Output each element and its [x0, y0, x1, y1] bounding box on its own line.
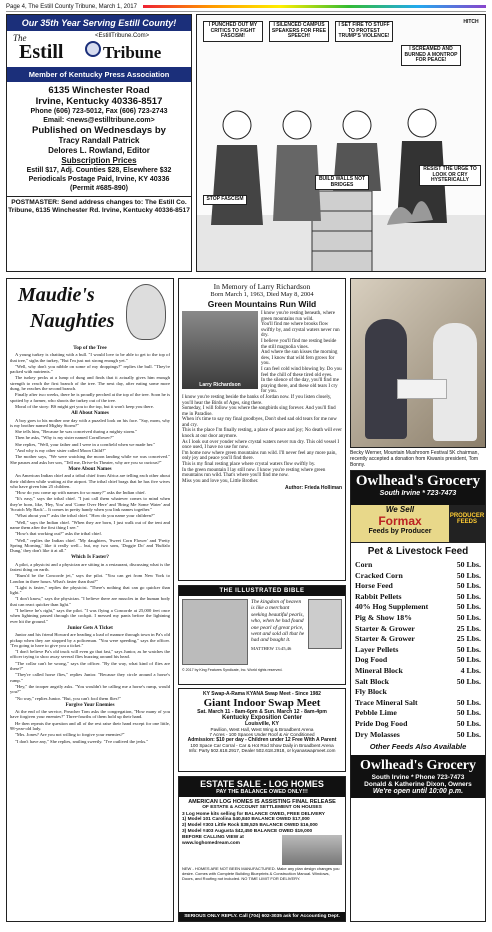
feed-name: Pig & Show 18% — [355, 612, 412, 622]
joke-paragraph: "I don't believe Pa's old truck will even go that fast," says Junior, as he watches the officer trying to shoo away several flies buzzing around his head. — [10, 649, 170, 660]
maudie-body — [10, 346, 170, 744]
masthead-city: Irvine, Kentucky 40336-8517 — [35, 96, 163, 107]
owl-feeds-by-producer: Feeds by Producer — [368, 528, 432, 535]
owl-address: South Irvine * 723-7473 — [379, 490, 457, 497]
memorial-title: In Memory of Larry Richardson — [213, 282, 311, 291]
bible-illustration-2 — [308, 599, 342, 649]
joke-paragraph: Then he asks, "Why is my sister named Cornflower?" — [15, 435, 114, 441]
memorial-box — [178, 278, 346, 581]
feed-item — [355, 645, 481, 656]
cartoon-sign-7: BUILD WALLS NOT BRIDGES — [315, 175, 369, 190]
poem-stanza: I believe you'll find me resting beside the still magnolia vines. — [261, 338, 337, 350]
maudies-naughties-column — [6, 278, 174, 922]
feed-name: Corn — [355, 560, 373, 569]
masthead-banner: Our 35th Year Serving Estill County! — [7, 15, 191, 31]
joke-paragraph: "No way," replies Junior. "But, you can't fool them flies!" — [15, 695, 121, 701]
feed-name: Starter & Grower — [355, 623, 415, 633]
owl-footer-phone: South Irvine * Phone 723-7473 — [371, 774, 465, 782]
poem-stanza: Miss you and love you, Little Brother. — [182, 478, 259, 484]
joke-paragraph: At the end of the service, Preacher Tom asks the congregation, "How many of you have forgiven your enemies?" Three-fourths of them hold up their hand. — [10, 709, 170, 720]
owl-other-feeds: Other Feeds Also Available — [369, 742, 467, 752]
bible-illustration — [182, 599, 248, 665]
joke-paragraph: "I don't know," says the physician. "I believe there are muscles in the human body that can react quicker than light." — [10, 596, 170, 607]
owl-name: Owlhead's Grocery — [355, 473, 481, 489]
feed-item — [355, 666, 481, 677]
logo-estill: Estill — [19, 41, 64, 63]
feed-name: Horse Feed — [355, 581, 393, 591]
cartoon-sign-4: I SCREAMED AND BURNED A MONTROP FOR PEACE! — [401, 45, 461, 66]
feed-name: Dog Food — [355, 655, 388, 665]
swap-city: Louisville, KY — [244, 721, 279, 727]
swap-venue: Kentucky Exposition Center — [221, 715, 302, 721]
joke-paragraph: A pilot, a physicist and a physician are sitting in a restaurant, discussing what is the fastest thing on earth. — [10, 561, 170, 572]
memorial-dates: Born March 1, 1963, Died May 8, 2004 — [210, 291, 314, 298]
feed-size: 50 Lbs. — [456, 612, 481, 622]
poem-stanza: As I look out over yonder where crystal waters never run dry. This old vessel I once used, I have no use for now. — [182, 439, 340, 451]
estate-title: ESTATE SALE - LOG HOMES — [200, 779, 324, 789]
joke-paragraph: An American Indian chief and a tribal chief from Africa are telling each other about their children while waiting at the airport. The tribal chief brags that he has five wives who have given him 25 children. — [10, 473, 170, 489]
feed-name: Trace Mineral Salt — [355, 697, 418, 707]
bible-quote-box — [251, 599, 305, 665]
feed-item — [355, 613, 481, 624]
masthead-publisher1: Tracy Randall Patrick — [58, 136, 140, 145]
feed-name: Mineral Block — [355, 665, 403, 675]
feed-size: 50 Lbs. — [456, 729, 481, 739]
feed-item — [355, 730, 481, 741]
page-header-text: Page 4, The Estill County Tribune, March 1, 2017 — [6, 3, 137, 10]
feed-item — [355, 571, 481, 582]
feed-name: Dry Molasses — [355, 729, 400, 739]
joke-paragraph: "Well," says the Indian chief. "When they are born, I just walk out of the tent and name them after the first thing I see." — [10, 519, 170, 530]
estate-lot: 2) Model #303 Little Rock $38,525 BALANCE OWED $16,000 — [182, 823, 318, 828]
swap-meet-ad — [178, 688, 346, 772]
feed-name: 40% Hog Supplement — [355, 602, 429, 612]
poem-author: Author: Frieda Holliman — [285, 485, 342, 492]
masthead-address: 6135 Winchester Road — [48, 85, 150, 96]
poem-stanza: When it's time to say my final goodbyes, Don't shed sad old tears for me now and cry. — [182, 417, 337, 428]
feed-item — [355, 581, 481, 592]
poem-stanza: In the green mountain I lay still now. I know you're resting where green mountains run wild. That's where you'll find me now. — [182, 467, 326, 479]
poem-stanza: You'll find me where brooks flow swiftly by, and crystal waters never run dry. — [261, 322, 340, 339]
joke-paragraph: "Light is faster," replies the physicist. "There's nothing that can go quicker than light." — [10, 584, 170, 596]
masthead-info — [7, 82, 191, 215]
joke-paragraph: Junior and his friend Howard are heading a load of manure through town in Pa's old pickup when they are stopped by a policeman. "You were speeding," says the officer. "I'm going to have to give you a ticket." — [10, 632, 170, 648]
joke-heading: More About Names — [68, 465, 112, 472]
swap-tagline: KY Swap-A-Rama KYANA Swap Meet - Since 1982 — [203, 691, 321, 697]
cartoon-sign-1: I PUNCHED OUT MY CRITICS TO FIGHT FASCISM! — [203, 21, 263, 42]
subscription-heading: Subscription Prices — [61, 156, 137, 165]
feed-name: Pride Dog Food — [355, 718, 408, 728]
feed-item — [355, 655, 481, 666]
estate-line3: 3 Log Home kits selling for BALANCE OWED, FREE DELIVERY — [182, 812, 325, 817]
joke-heading: Forgive Your Enemies — [65, 701, 115, 708]
subscription-prices: Estill $17, Adj. Counties $28, Elsewhere $32 — [26, 167, 172, 174]
owl-heading: Pet & Livestock Feed — [367, 546, 469, 557]
masthead-phone: Phone (606) 723-5012, Fax (606) 723-2743 — [30, 108, 168, 115]
joke-paragraph: Moral of the story: BS might get you to the top, but it won't keep you there. — [15, 403, 154, 409]
feed-size: 50 Lbs. — [456, 602, 481, 612]
joke-paragraph: "The collar can't be wrong," says the officer. "By the way, what kind of flies are these?" — [10, 660, 170, 672]
estate-header — [179, 777, 345, 797]
swap-info: Info: Party 502.618.2917, Dealer 502.618.2918, or kyanaswapmeet.com — [188, 748, 336, 753]
joke-paragraph: "I believe he's right," says the pilot. "I was flying a Concorde at 25,000 feet once when lightning passed through the cockpit. I messed my pants before the lightning ever hit the ground." — [10, 608, 170, 624]
maudie-title — [10, 282, 170, 344]
illustrated-bible — [178, 585, 346, 685]
owl-footer-owners: Donald & Katherine Dixon, Owners — [364, 781, 472, 789]
swap-space: 100 Space Car Corral - Car & Hot Rod Show Daily in Broadbent Arena — [190, 743, 334, 748]
joke-paragraph: "Well, why don't you nibble on some of my droppings?" replies the bull. "They're packed with nutrients." — [10, 363, 170, 375]
estate-footer: SERIOUS ONLY REPLY. Call (704) 602-3035 ask for Accounting Dept. — [179, 912, 345, 921]
feed-name: Starter & Grower — [355, 634, 415, 644]
feed-name: Pebble Lime — [355, 708, 397, 718]
masthead-published: Published on Wednesdays by — [32, 125, 166, 136]
estate-line1: AMERICAN LOG HOMES IS ASSISTING FINAL RELEASE — [188, 799, 336, 805]
joke-paragraph: "They're called horse flies," replies Junior. "Because they circle around a horse's rump." — [10, 672, 170, 683]
feed-item — [355, 560, 481, 571]
joke-paragraph: "How do you come up with names for so many?" asks the Indian chief. — [15, 490, 146, 496]
logo-url[interactable]: <EstillTribune.Com> — [95, 33, 150, 39]
owl-we-sell: We Sell — [385, 505, 415, 514]
poem-stanza: This is my final resting place where crystal waters flow swiftly by. — [182, 462, 316, 468]
feed-item — [355, 708, 481, 719]
feed-size: 50 Lbs. — [456, 560, 481, 569]
feed-size: 50 Lbs. — [456, 570, 481, 580]
owl-footer-name: Owlhead's Grocery — [359, 758, 476, 774]
memorial-photo — [182, 311, 258, 389]
feed-item — [355, 687, 481, 698]
joke-paragraph: "What about you?" asks the tribal chief. "How do you name your children?" — [15, 513, 155, 519]
estate-subtitle: PAY THE BALANCE OWED ONLY!!! — [216, 789, 308, 795]
poem-title: Green Mountains Run Wild — [207, 299, 317, 309]
joke-paragraph: "Runs'd be the Concorde jet," says the pilot. "You can get from New York to London in three hours. What's faster than that?" — [10, 573, 170, 584]
owl-formax-logo: Formax — [378, 514, 422, 528]
estate-lot: 1) Model 101 Carolina $40,840 BALANCE OWED $17,000 — [182, 817, 310, 822]
bible-body — [179, 596, 345, 668]
feed-size: 25 Lbs. — [456, 634, 481, 644]
swap-details: Pavilion, West Hall, West Wing & Broadbent Arena — [210, 727, 314, 732]
poem-stanza: In the silence of the day, you'll find me praying there, and these old tears I cry for you. — [261, 378, 339, 395]
feed-size: 50 Lbs. — [456, 718, 481, 728]
feed-size: 50 Lbs. — [456, 697, 481, 707]
swap-dates: Sat. March 11 - 8am-6pm & Sun. March 12 - 8am-4pm — [197, 709, 327, 715]
poem-stanza: And where the sun kisses the morning dew, I know that wild fern grows for you. — [261, 350, 338, 367]
feed-size: 50 Lbs. — [456, 676, 481, 686]
joke-heading: Which Is Faster? — [70, 554, 110, 561]
cartoon-sign-3: I SET FIRE TO STUFF TO PROTEST TRUMP'S VIOLENCE! — [335, 21, 393, 42]
estate-lots — [182, 817, 342, 835]
cartoon-sign-5: RESIST THE URGE TO LOOK OR CRY HYSTERICALLY — [419, 165, 481, 186]
feed-item — [355, 602, 481, 613]
masthead-email[interactable]: Email: <news@estilltribune.com> — [43, 117, 155, 124]
logo-the: The — [13, 33, 27, 43]
poem-stanza: I know you're resting beside the banks of Jordan now. If you listen closely, you'll hear the Birds of Ages, sing there. — [182, 394, 332, 406]
swap-title: Giant Indoor Swap Meet — [203, 697, 321, 709]
feed-item — [355, 719, 481, 730]
feed-item — [355, 634, 481, 645]
feed-name: Layer Pellets — [355, 644, 399, 654]
estate-lots-row — [179, 817, 345, 835]
donation-photo — [350, 278, 486, 448]
feed-name: Fly Block — [355, 687, 387, 697]
feed-size: 50 Lbs. — [456, 591, 481, 601]
maudie-title-line2: Naughties — [30, 310, 115, 332]
feed-size: 50 Lbs. — [456, 708, 481, 718]
joke-paragraph: The turkey pecks at a lump of dung and finds that it actually gives him enough strength to reach the first branch of the tree. The next day, after eating some more dung, he reaches the second branch. — [10, 375, 170, 392]
joke-paragraph: "And why is my other sister called Moon Child?" — [15, 448, 107, 454]
joke-paragraph: She replies, "Well, your father and I were in a cornfield when we made her." — [15, 441, 156, 447]
owl-feed-list — [351, 560, 485, 740]
joke-paragraph: The mother says, "We were watching the moon landing while we was conceived." She pauses and asks her son, "Tell me, Drive-In Theater, why are you so curious?" — [10, 454, 170, 465]
postmaster-note: POSTMASTER: Send address changes to: The Estill Co. Tribune, 6135 Winchester Rd. Irvine, Kentucky 40336-8517 — [7, 196, 191, 215]
joke-paragraph: A young turkey is chatting with a bull. "I would love to be able to get to the top of that tree," sighs the turkey, "But I'm just not strong enough yet." — [10, 352, 170, 363]
bible-quote: The kingdom of heaven is like a merchant seeking beautiful pearls, who, when he had found one pearl of great price, went and sold all that he had and bought it. — [251, 599, 305, 644]
page-header — [6, 2, 486, 12]
editorial-cartoon — [196, 14, 486, 272]
periodicals-postage: Periodicals Postage Paid, Irvine, KY 40336 — [28, 176, 170, 183]
feed-size: 50 Lbs. — [456, 581, 481, 591]
estate-sale-ad — [178, 776, 346, 922]
joke-paragraph: "Hey," the trooper angrily asks. "You wouldn't be calling me a horse's rump, would you?" — [10, 683, 170, 695]
owlheads-grocery-ad — [350, 470, 486, 922]
owl-footer — [351, 755, 485, 798]
joke-paragraph: "It's easy," says the tribal chief. "I just call them whatever comes to mind when they're born, like, 'Hey, You' and 'Come Over Here' and 'Bring Me Some Water' and 'Scratch My Back'... It comes in pretty handy when you link names together." — [10, 496, 170, 513]
feed-size: 4 Lbs. — [460, 665, 481, 675]
owl-feeds-banner — [351, 505, 485, 543]
joke-paragraph: "Well," replies the Indian chief. "My daughters, 'Sweet Corn Flower' and 'Pretty Spring Morning,' like it really well... but, my two sons, 'Doggie Do' and 'Buffalo Dung,' they don't like it at all." — [10, 537, 170, 554]
photo-check — [397, 379, 447, 399]
cartoon-sign-6: STOP FASCISM — [203, 195, 247, 205]
joke-heading: Top of the Tree — [73, 345, 107, 351]
swap-admission: Admission: $10 per day - Children under 12 Free With A Parent — [187, 737, 337, 743]
cartoonist-signature: HITCH — [463, 19, 479, 25]
joke-heading: Junior Gets A Ticket — [67, 624, 113, 631]
poem-stanza: Someday, I will follow you where the songbirds sing forever. And you'll find me in Paradise. — [182, 406, 336, 417]
masthead — [6, 14, 192, 272]
header-rule — [143, 5, 486, 8]
maudie-portrait-icon — [126, 284, 166, 340]
owl-footer-hours: We're open until 10:00 p.m. — [372, 788, 464, 796]
poem-stanza: I know you're resting beneath, where green mountains run wild. — [261, 311, 335, 322]
estate-photo-row — [179, 835, 345, 865]
cartoon-sign-2: I SILENCED CAMPUS SPEAKERS FOR FREE SPEECH! — [269, 21, 329, 42]
donation-photo-caption: Becky Werner, Mountain Mushroom Festival 5K chairman, recently accepted a donation from Kiwanis president, Tom Bonny. — [350, 450, 479, 468]
feed-item — [355, 624, 481, 635]
masthead-logo — [7, 31, 191, 67]
bible-header: THE ILLUSTRATED BIBLE — [179, 586, 345, 596]
estate-notes: NEW - HOMES ARE NOT BEEN MANUFACTURED. Make any plan design changes you desire. Comes with Complete Building Blueprints & Construction Manual. Windows, Doors, and Roofing not included. NO TIME LIMIT FOR DELIVERY. — [182, 866, 340, 881]
poem-stanza: I can feel cold wind blowing by. Do you feel the chill of these tired old eyes. — [261, 366, 342, 378]
memorial-photo-caption: Larry Richardson — [199, 382, 241, 388]
masthead-publisher2: Delores L. Rowland, Editor — [48, 146, 150, 155]
bible-copyright: © 2017 by King Features Syndicate, Inc. World rights reserved. — [182, 668, 283, 672]
joke-paragraph: A boy goes to his mother one day with a puzzled look on his face. "Say, mom, why is my brother named Mighty Storm?" — [10, 417, 170, 428]
bible-reference: MATTHEW 13:45,46 — [251, 645, 292, 651]
kpa-banner: Member of Kentucky Press Association — [7, 67, 191, 82]
poem-stanza: I'm home now where green mountains run wild. I'll never feel any more pain, only joy and peace you'll find there. — [182, 450, 337, 462]
feed-size: 50 Lbs. — [456, 644, 481, 654]
logo-tribune: Tribune — [103, 43, 162, 62]
permit-number: (Permit #685-890) — [70, 185, 128, 192]
seal-icon — [85, 41, 101, 57]
joke-paragraph: "How's that working out?" asks the tribal chief. — [15, 531, 102, 537]
feed-size: 25 Lbs. — [456, 623, 481, 633]
joke-paragraph: She tells him, "Because he was conceived during a mighty storm." — [15, 429, 138, 435]
joke-paragraph: He then repeats the question and all of the rest raise their hand except for one little, 98-year-old lady. — [10, 720, 170, 731]
swap-hours: 7 Acres - 100 Spaces Under Roof & Air Conditioned — [209, 732, 315, 737]
joke-paragraph: "Mrs. Jones? Are you not willing to forgive your enemies?" — [15, 732, 125, 738]
estate-before[interactable]: BEFORE CALLING VIEW at www.loghomedream.com — [182, 835, 244, 846]
owl-header — [351, 471, 485, 505]
feed-name: Rabbit Pellets — [355, 591, 402, 601]
joke-heading: All About Names — [71, 410, 109, 417]
feed-name: Cracked Corn — [355, 570, 403, 580]
feed-name: Salt Block — [355, 676, 390, 686]
maudie-title-line1: Maudie's — [18, 284, 95, 306]
feed-item — [355, 698, 481, 709]
feed-size: 50 Lbs. — [456, 655, 481, 665]
estate-lot: 3) Model #403 Augusta $42,450 BALANCE OWED $19,000 — [182, 829, 313, 834]
owl-formax — [351, 505, 449, 542]
joke-paragraph: Finally after two weeks, there he is proudly perched at the top of the tree. Soon he is spotted by a farmer, who shoots the turkey out of the tree. — [10, 392, 170, 403]
producer-feeds-badge: PRODUCER FEEDS — [449, 505, 485, 542]
feed-item — [355, 592, 481, 603]
poem-stanza: This is the place I'm finally resting, a place of peace and joy; No death will ever knock at our door anymore. — [182, 428, 342, 440]
feed-item — [355, 677, 481, 688]
log-home-photo — [282, 835, 342, 865]
joke-paragraph: "I don't have any," She replies, smiling sweetly. "I've outlived the jerks." — [15, 738, 149, 744]
estate-line2: OF ESTATE & ACCOUNT SETTLEMENT ON HOUSES — [202, 805, 322, 810]
